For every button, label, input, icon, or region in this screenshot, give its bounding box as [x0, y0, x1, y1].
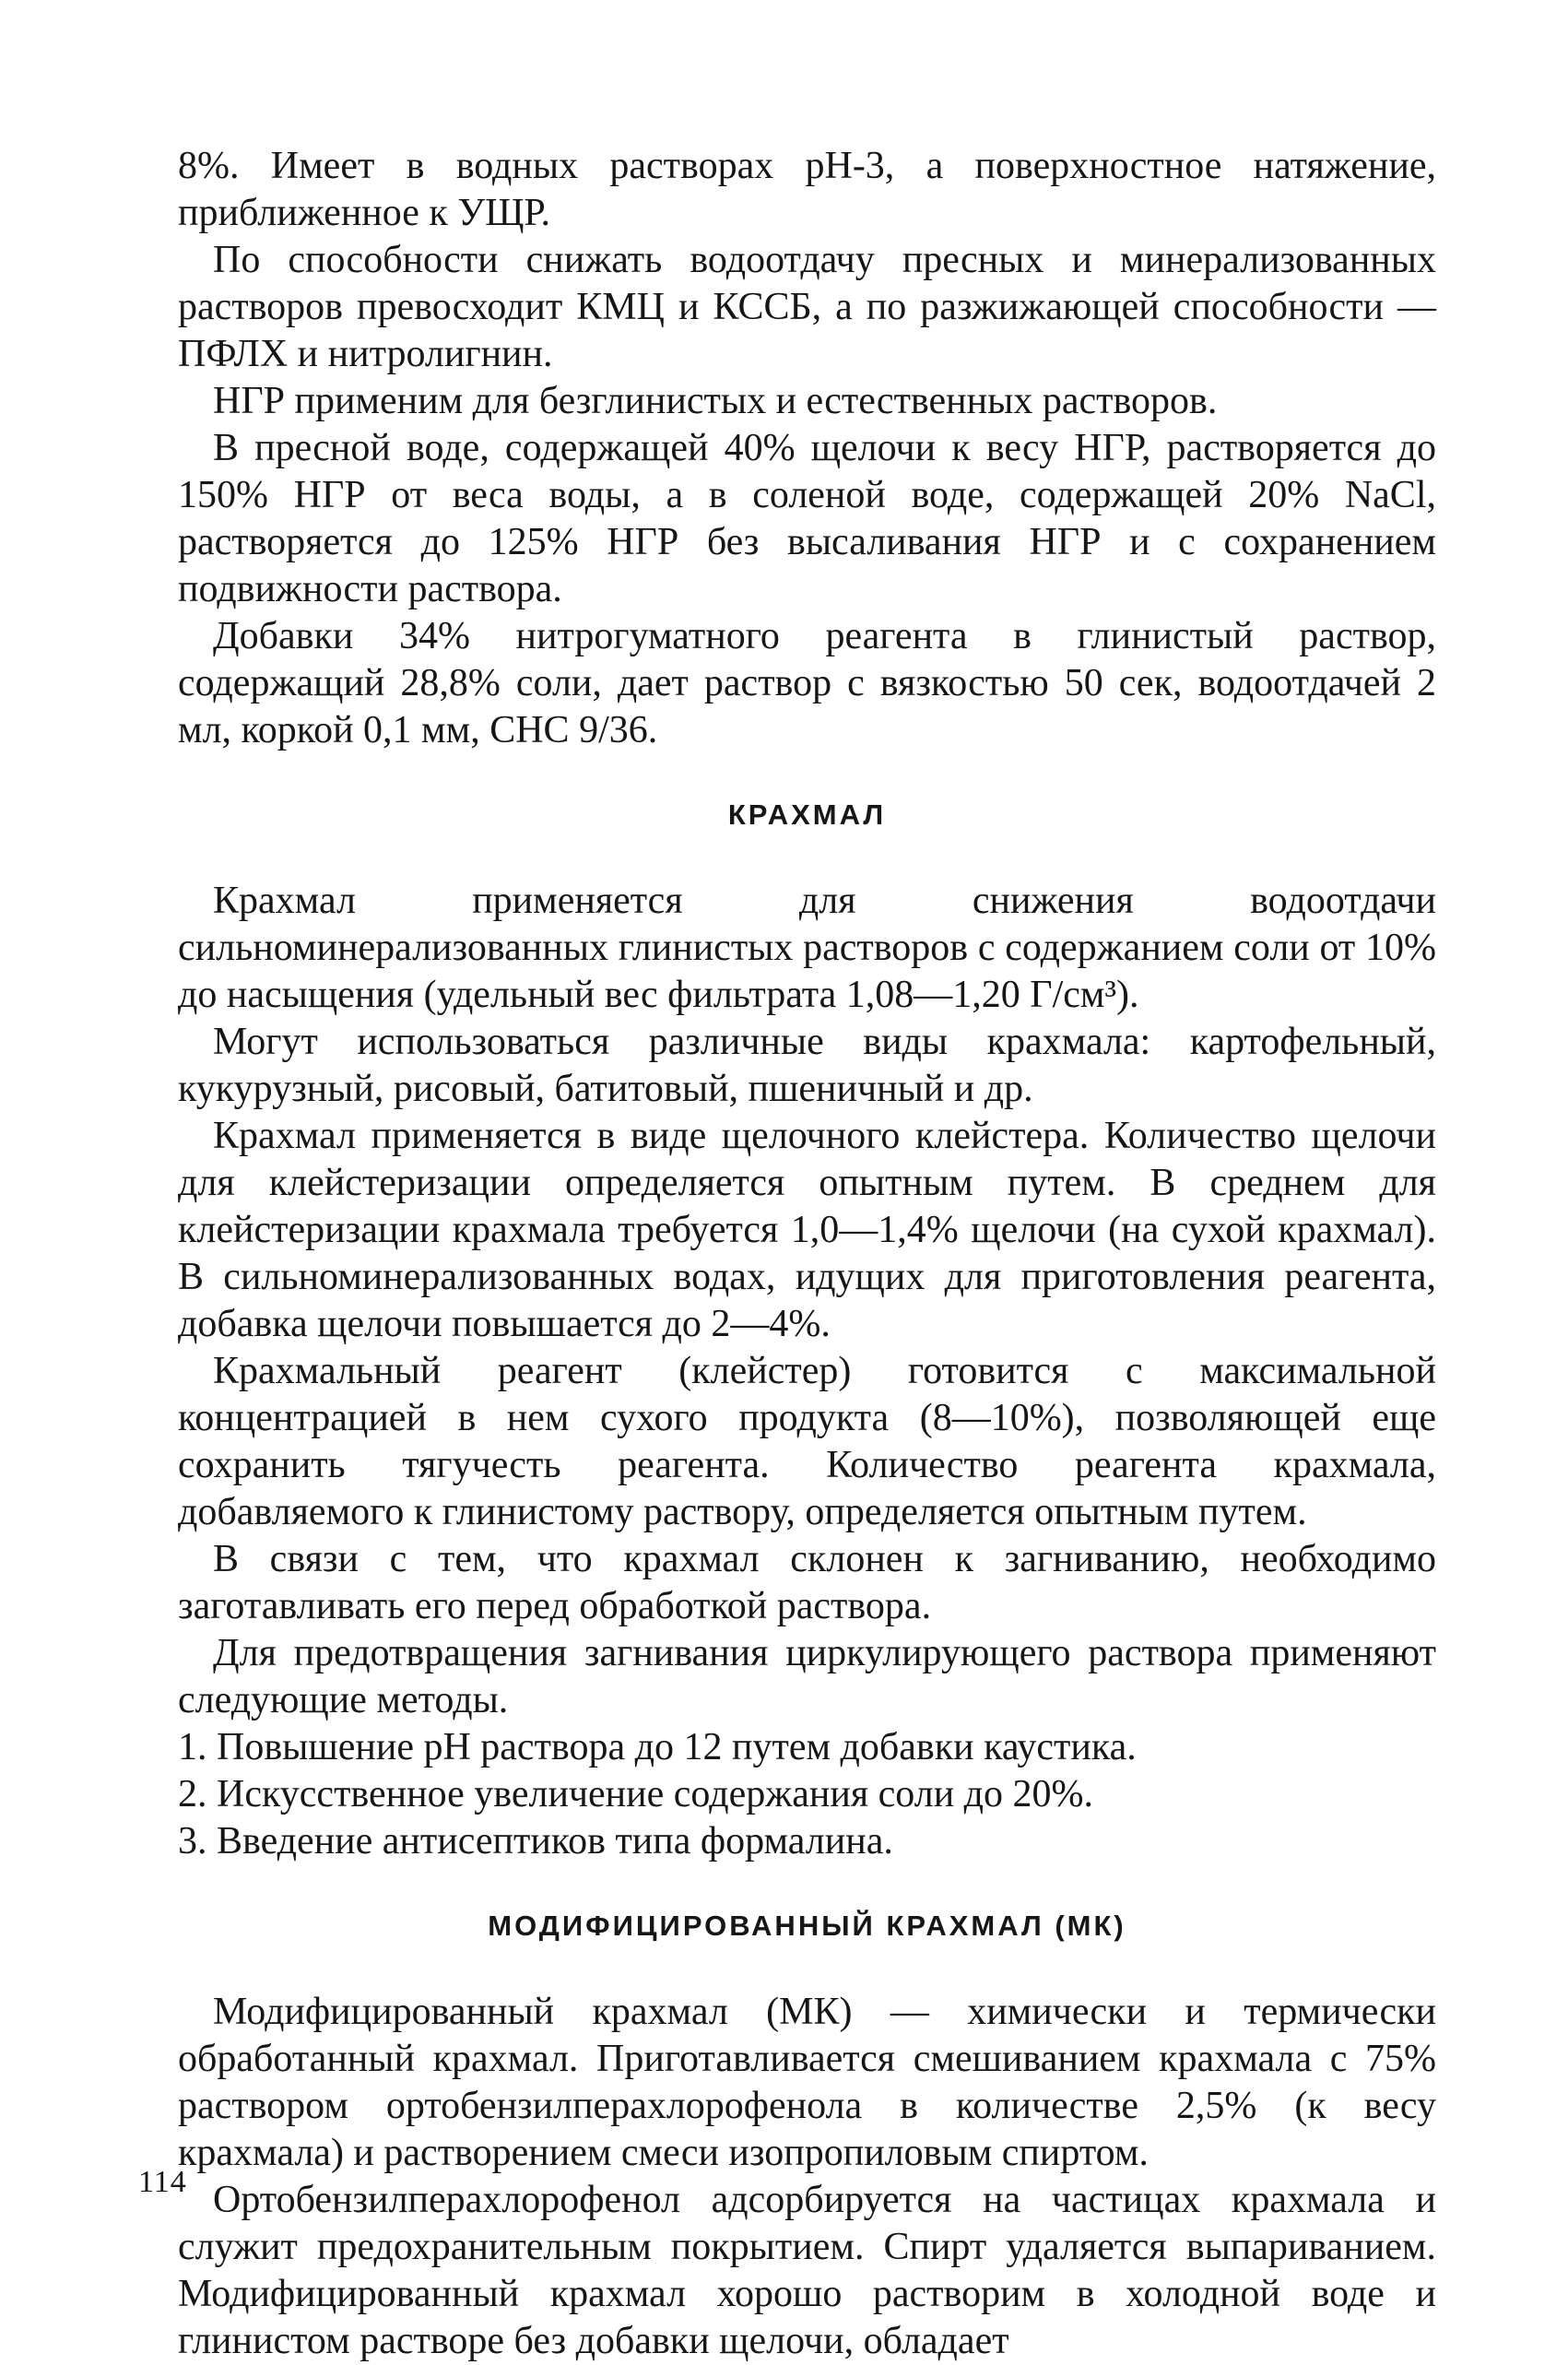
list-item: 3. Введение антисептиков типа формалина.	[178, 1820, 893, 1862]
list-item: 2. Искусственное увеличение содержания соли до 20%.	[178, 1773, 1094, 1815]
page-number: 114	[138, 2165, 187, 2199]
paragraph-continued: 8%. Имеет в водных растворах pH-3, а поверхностное натяжение, приближенное к УЩР.	[178, 145, 1436, 234]
paragraph: Для предотвращения загнивания циркулирующего раствора применяют следующие методы.	[178, 1632, 1436, 1721]
page-body	[178, 143, 1436, 2365]
paragraph: В связи с тем, что крахмал склонен к загниванию, необходимо заготавливать его перед обработкой раствора.	[178, 1538, 1436, 1627]
paragraph: Ортобензилперахлорофенол адсорбируется на частицах крахмала и служит предохранительным покрытием. Спирт удаляется выпариванием. Модифицированный крахмал хорошо растворим в холодной воде и глинистом растворе без добавки щелочи, обладает	[178, 2179, 1436, 2362]
paragraph: В пресной воде, содержащей 40% щелочи к весу НГР, растворяется до 150% НГР от веса воды, а в соленой воде, содержащей 20% NaCl, растворяется до 125% НГР без высаливания НГР и с сохранением подвижности раствора.	[178, 427, 1436, 610]
paragraph: Модифицированный крахмал (МК) — химически и термически обработанный крахмал. Приготавливается смешиванием крахмала с 75% раствором ортобензилперахлорофенола в количестве 2,5% (к весу крахмала) и растворением смеси изопропиловым спиртом.	[178, 1991, 1436, 2174]
paragraph: Крахмальный реагент (клейстер) готовится с максимальной концентрацией в нем сухого продукта (8—10%), позволяющей еще сохранить тягучесть реагента. Количество реагента крахмала, добавляемого к глинистому раствору, определяется опытным путем.	[178, 1350, 1436, 1533]
paragraph: Могут использоваться различные виды крахмала: картофельный, кукурузный, рисовый, батитовый, пшеничный и др.	[178, 1021, 1436, 1110]
paragraph: Крахмал применяется для снижения водоотдачи сильноминерализованных глинистых растворов с содержанием соли от 10% до насыщения (удельный вес фильтрата 1,08—1,20 Г/см³).	[178, 880, 1436, 1016]
section-heading-starch: КРАХМАЛ	[727, 798, 887, 831]
paragraph: Добавки 34% нитрогуматного реагента в глинистый раствор, содержащий 28,8% соли, дает раствор с вязкостью 50 сек, водоотдачей 2 мл, коркой 0,1 мм, СНС 9/36.	[178, 615, 1436, 751]
paragraph: По способности снижать водоотдачу пресных и минерализованных растворов превосходит КМЦ и КССБ, а по разжижающей способности — ПФЛХ и нитролигнин.	[178, 239, 1436, 375]
paragraph: Крахмал применяется в виде щелочного клейстера. Количество щелочи для клейстеризации определяется опытным путем. В среднем для клейстеризации крахмала требуется 1,0—1,4% щелочи (на сухой крахмал). В сильноминерализованных водах, идущих для приготовления реагента, добавка щелочи повышается до 2—4%.	[178, 1115, 1436, 1345]
paragraph: НГР применим для безглинистых и естественных растворов.	[213, 380, 1218, 422]
section-heading-modified-starch: МОДИФИЦИРОВАННЫЙ КРАХМАЛ (МК)	[488, 1910, 1126, 1942]
list-item: 1. Повышение pH раствора до 12 путем добавки каустика.	[178, 1726, 1137, 1768]
